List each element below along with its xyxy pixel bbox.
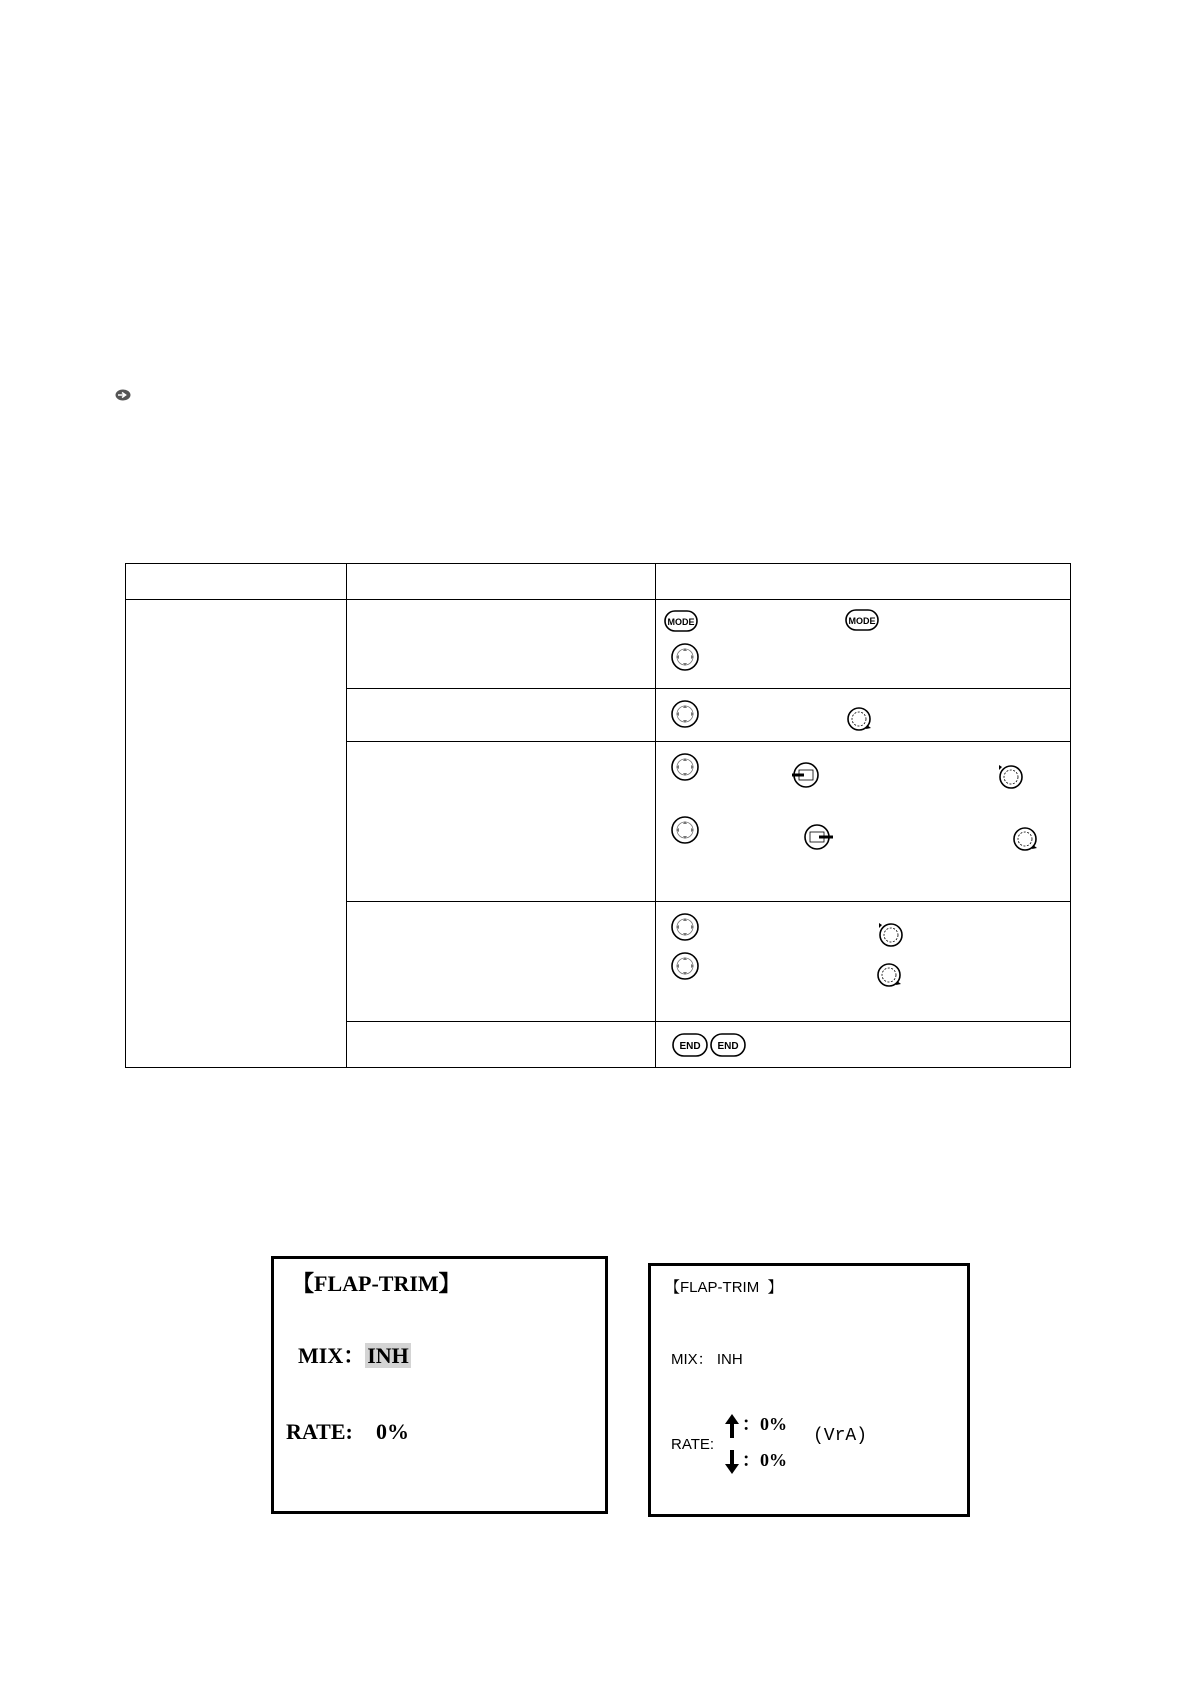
dial-icon bbox=[845, 705, 873, 733]
lcd-screen-flap-trim-advanced bbox=[648, 1263, 970, 1517]
rate-value: 0% bbox=[376, 1419, 409, 1444]
arrow-up-icon bbox=[725, 1414, 739, 1438]
dpad-icon bbox=[670, 642, 700, 672]
mix-value: INH bbox=[716, 1351, 743, 1368]
screen-title: 【FLAP-TRIM 】 bbox=[665, 1279, 783, 1296]
dpad-icon bbox=[670, 699, 700, 729]
rate-up-value: ：0% bbox=[742, 1414, 787, 1434]
end-button-icon bbox=[672, 1033, 708, 1057]
rate-label: RATE: bbox=[671, 1436, 715, 1453]
rate-up-row bbox=[725, 1410, 787, 1438]
dpad-icon bbox=[670, 912, 700, 942]
mix-label: MIX： bbox=[671, 1351, 713, 1368]
dial-icon bbox=[875, 961, 903, 989]
rate-source: (VrA) bbox=[813, 1426, 868, 1446]
procedure-table bbox=[125, 563, 1071, 1068]
svg-text:END: END bbox=[679, 1041, 701, 1052]
mix-label: MIX： bbox=[298, 1343, 366, 1368]
mix-row bbox=[298, 1339, 411, 1370]
svg-text:MODE: MODE bbox=[848, 616, 876, 626]
dial-press-right-icon bbox=[803, 823, 835, 851]
end-button-icon bbox=[710, 1033, 746, 1057]
arrow-down-icon bbox=[725, 1450, 739, 1474]
rate-label: RATE: bbox=[286, 1419, 353, 1444]
mix-value: INH bbox=[367, 1343, 409, 1368]
svg-text:END: END bbox=[717, 1041, 739, 1052]
dpad-icon bbox=[670, 752, 700, 782]
mode-button-icon bbox=[664, 610, 698, 632]
dpad-icon bbox=[670, 951, 700, 981]
dial-icon bbox=[1011, 825, 1039, 853]
rate-down-value: ：0% bbox=[742, 1450, 787, 1470]
dial-press-left-icon bbox=[790, 761, 820, 789]
lcd-screen-flap-trim-basic bbox=[271, 1256, 608, 1514]
arrow-bullet-icon bbox=[115, 389, 131, 401]
rate-down-row bbox=[725, 1446, 787, 1474]
dial-icon bbox=[997, 763, 1025, 791]
mode-button-icon bbox=[845, 609, 879, 631]
dial-icon bbox=[877, 921, 905, 949]
screen-title: 【FLAP-TRIM】 bbox=[292, 1271, 461, 1296]
mix-row bbox=[671, 1348, 743, 1369]
dpad-icon bbox=[670, 815, 700, 845]
svg-text:MODE: MODE bbox=[667, 617, 695, 627]
